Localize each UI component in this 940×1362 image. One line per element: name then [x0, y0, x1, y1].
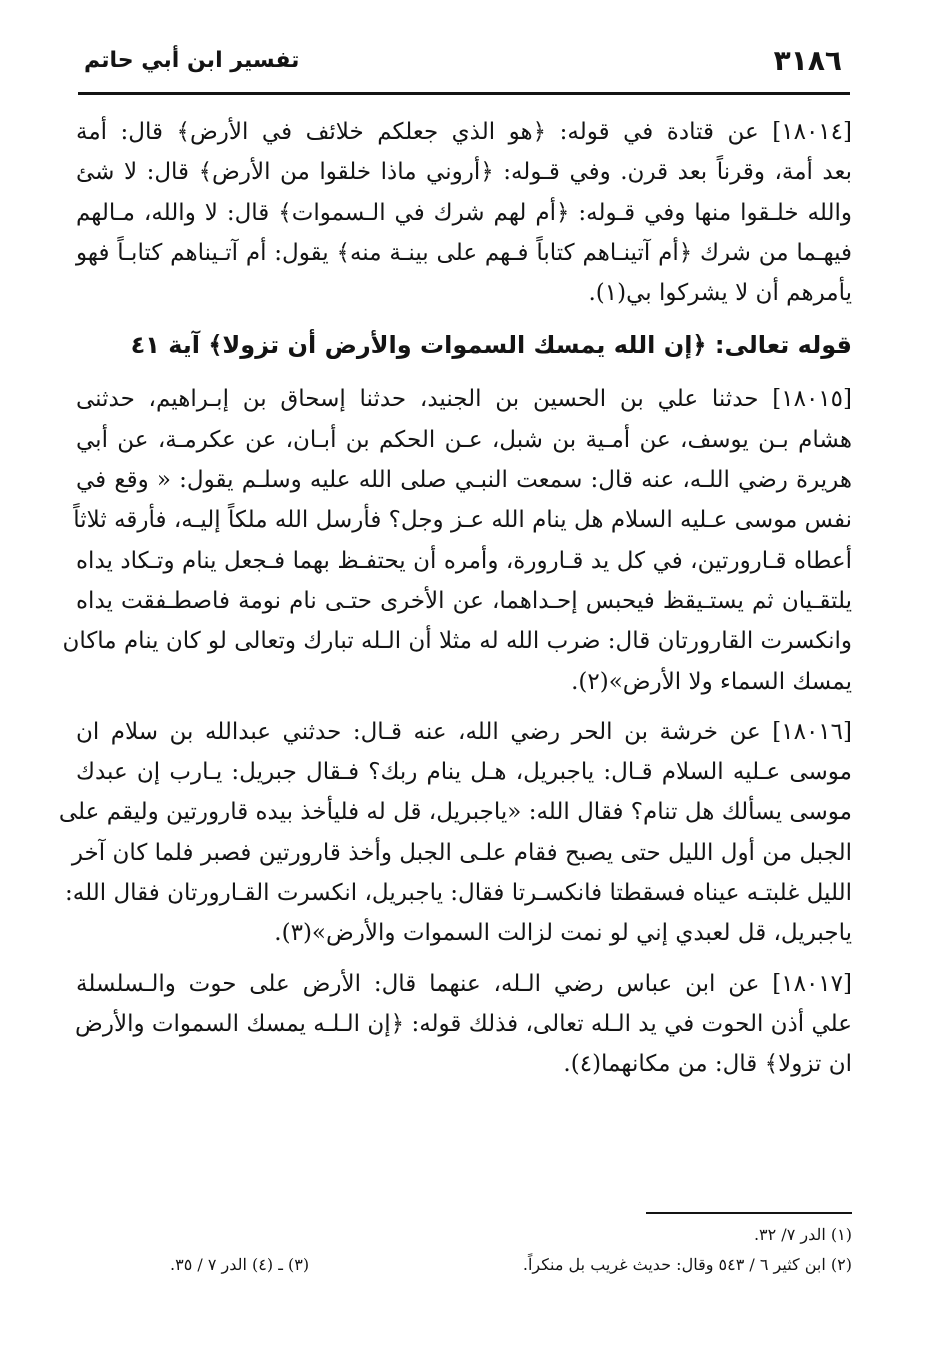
text-line: والله خلـقوا منها وفي قـوله: ﴿أم لهم شرك في الـسموات﴾ قال: لا والله، مـالهم — [76, 199, 852, 226]
section-heading: قوله تعالى: ﴿إن الله يمسك السموات والأرض أن تزولا﴾ آية ٤١ — [130, 331, 852, 360]
body-text — [58, 112, 852, 1095]
paragraph-18015 — [62, 379, 852, 701]
paragraph-18016 — [58, 712, 852, 954]
text-line: يمسك السماء ولا الأرض»(٢). — [571, 668, 852, 695]
text-line: موسى عـليه السلام قـال: ياجبريل، هـل ينام ربك؟ فـقال جبريل: يـارب إن عبدك — [76, 759, 852, 786]
paragraph-18014 — [76, 112, 852, 313]
footnote-3-4: (٣) ـ (٤) الدر ٧ / ٣٥. — [170, 1255, 310, 1274]
text-line: علي أذن الحوت في يد الـله تعالى، فذلك قوله: ﴿إن الـلـه يمسك السموات والأرض — [75, 1010, 852, 1037]
text-line: [١٨٠١٥] حدثنا علي بن الحسين بن الجنيد، حدثنا إسحاق بن إبـراهيم، حدثنى — [76, 386, 852, 413]
text-line: وانكسرت القارورتان قال: ضرب الله له مثلا أن الـله تبارك وتعالى لو كان ينام ماكان — [62, 628, 852, 655]
text-line: يلتقـيان ثم يستـيقظ فيحبس إحـداهما، عن الأخرى حتـى نام نومة فاصطـفقت يداه — [76, 587, 852, 614]
paragraph-18017 — [76, 964, 852, 1085]
footnotes — [170, 1220, 852, 1280]
footnote-2: (٢) ابن كثير ٦ / ٥٤٣ وقال: حديث غريب بل منكراً. — [522, 1255, 852, 1274]
footnote-1: (١) الدر ٧/ ٣٢. — [753, 1225, 852, 1244]
running-head — [78, 42, 850, 90]
text-line: الجبل من أول الليل حتى يصبح فقام علـى الجبل وأخذ قارورتين فصبر فلما كان آخر — [71, 839, 852, 866]
text-line: ان تزولا﴾ قال: من مكانهما(٤). — [563, 1051, 852, 1078]
book-title: تفسير ابن أبي حاتم — [84, 48, 300, 73]
text-line: هشام بـن يوسف، عن أمـية بن شبل، عـن الحكم بن أبـان، عن عكرمـة، عن أبي — [76, 426, 852, 453]
text-line: [١٨٠١٦] عن خرشة بن الحر رضي الله، عنه قـال: حدثني عبدالله بن سلام ان — [76, 718, 852, 745]
text-line: أعطاه قـارورتين، في كل يد قـارورة، وأمره أن يحتفـظ بهما فـجعل ينام وتـكاد يداه — [76, 547, 852, 574]
text-line: بعد أمة، وقرناً بعد قرن. وفي قـوله: ﴿أروني ماذا خلقوا من الأرض﴾ قال: لا شئ — [76, 159, 852, 186]
text-line: [١٨٠١٤] عن قتادة في قوله: ﴿هو الذي جعلكم خلائف في الأرض﴾ قال: أمة — [76, 119, 852, 145]
header-rule — [78, 92, 850, 95]
page-number: ٣١٨٦ — [773, 44, 842, 77]
footnote-rule — [646, 1212, 852, 1214]
text-line: الليل غلبتـه عيناه فسقطتا فانكسـرتا فقال: ياجبريل، انكسرت القـارورتان فقال الله: — [65, 880, 852, 907]
text-line: نفس موسى عـليه السلام هل ينام الله عـز وجل؟ فأرسل الله ملكاً إليـه، فأرقه ثلاثاً — [73, 507, 852, 534]
text-line: هريرة رضي اللـه، عنه قال: سمعت النبـي صلى الله عليه وسلـم يقول: « وقع في — [76, 467, 852, 494]
footnote-line — [170, 1220, 852, 1250]
text-line: فيهـما من شرك ﴿أم آتينـاهم كتاباً فـهم على بينـة منه﴾ يقول: أم آتـيناهم كتابـاً فهو — [76, 239, 852, 266]
footnote-line — [170, 1250, 852, 1280]
text-line: يأمرهم أن لا يشركوا بي(١). — [588, 280, 852, 307]
text-line: ياجبريل، قل لعبدي إني لو نمت لزالت السموات والأرض»(٣). — [274, 920, 852, 947]
text-line: موسى يسألك هل تنام؟ فقال الله: «ياجبريل، قل له فليأخذ بيده قارورتين وليقم على — [58, 799, 852, 826]
text-line: [١٨٠١٧] عن ابن عباس رضي الـله، عنهما قال: الأرض على حوت والـسلسلة — [76, 970, 852, 997]
